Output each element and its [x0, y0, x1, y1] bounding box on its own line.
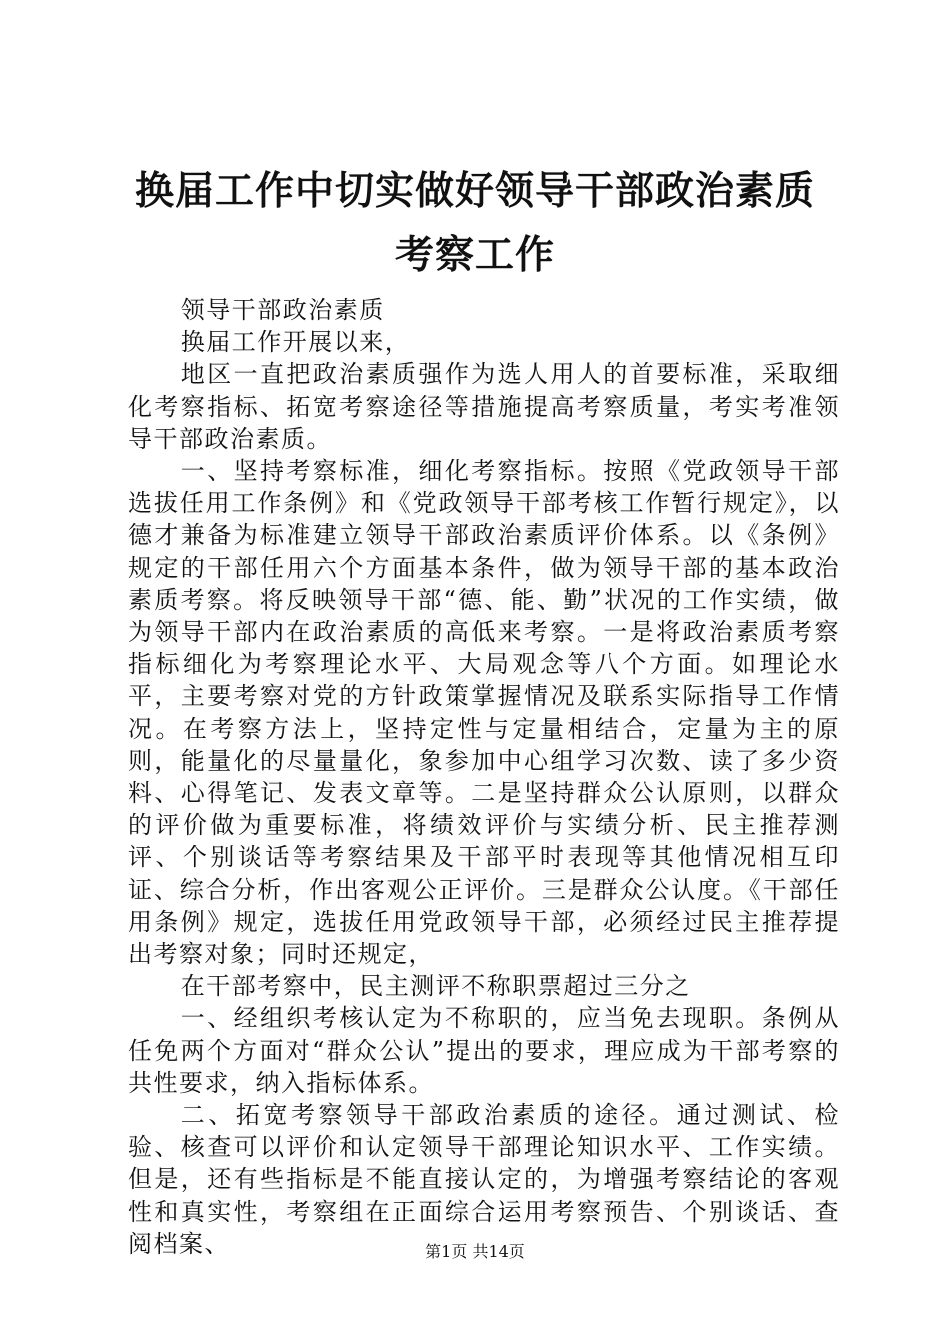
paragraph: 一、坚持考察标准，细化考察指标。按照《党政领导干部选拔任用工作条例》和《党政领导干部考核工作暂行规定》，以德才兼备为标准建立领导干部政治素质评价体系。以《条例》规定的干部任用六个方面基本条件，做为领导干部的基本政治素质考察。将反映领导干部“德、能、勤”状况的工作实绩，做为领导干部内在政治素质的高低来考察。一是将政治素质考察指标细化为考察理论水平、大局观念等八个方面。如理论水平，主要考察对党的方针政策掌握情况及联系实际指导工作情况。在考察方法上，坚持定性与定量相结合，定量为主的原则，能量化的尽量量化，象参加中心组学习次数、读了多少资料、心得笔记、发表文章等。二是坚持群众公认原则，以群众的评价做为重要标准，将绩效评价与实绩分析、民主推荐测评、个别谈话等考察结果及干部平时表现等其他情况相互印证、综合分析，作出客观公正评价。三是群众公认度。《干部任用条例》规定，选拔任用党政领导干部，必须经过民主推荐提出考察对象；同时还规定，	[128, 457, 840, 969]
document-title: 换届工作中切实做好领导干部政治素质考察工作	[134, 169, 815, 278]
page-number-footer: 第1页 共14页	[425, 1242, 525, 1261]
paragraph: 在干部考察中，民主测评不称职票超过三分之	[180, 972, 691, 1001]
document-body	[128, 294, 840, 1260]
paragraph: 领导干部政治素质	[180, 296, 385, 324]
paragraph: 换届工作开展以来，	[180, 328, 411, 357]
paragraph: 地区一直把政治素质强作为选人用人的首要标准，采取细化考察指标、拓宽考察途径等措施提高考察质量，考实考准领导干部政治素质。	[128, 360, 840, 453]
paragraph: 一、经组织考核认定为不称职的，应当免去现职。条例从任免两个方面对“群众公认”提出的要求，理应成为干部考察的共性要求，纳入指标体系。	[128, 1004, 840, 1097]
paragraph: 二、拓宽考察领导干部政治素质的途径。通过测试、检验、核查可以评价和认定领导干部理论知识水平、工作实绩。但是，还有些指标是不能直接认定的，为增强考察结论的客观性和真实性，考察组在正面综合运用考察预告、个别谈话、查阅档案、	[128, 1101, 840, 1258]
